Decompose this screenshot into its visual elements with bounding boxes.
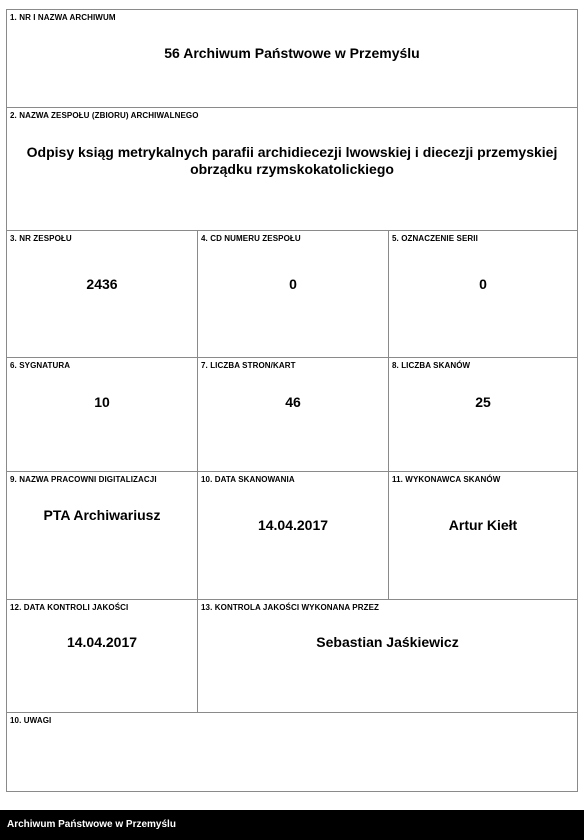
- archive-cell: [6, 9, 578, 108]
- qc-by-label: 13. KONTROLA JAKOŚCI WYKONANA PRZEZ: [201, 603, 380, 612]
- scan-date-label: 10. DATA SKANOWANIA: [201, 475, 295, 484]
- fonds-name-cell: [6, 107, 578, 231]
- qc-date-label: 12. DATA KONTROLI JAKOŚCI: [10, 603, 129, 612]
- fonds-name-line2: obrządku rzymskokatolickiego: [190, 161, 394, 177]
- footer-text: Archiwum Państwowe w Przemyślu: [7, 819, 176, 830]
- fonds-number-cell: [6, 230, 198, 358]
- fonds-number-cd-cell: [197, 230, 389, 358]
- pages-cell: [197, 357, 389, 472]
- pages-label: 7. LICZBA STRON/KART: [201, 361, 296, 370]
- fonds-number-cd-value: 0: [289, 276, 297, 292]
- signature-value: 10: [94, 394, 110, 410]
- fonds-number-label: 3. NR ZESPOŁU: [10, 234, 72, 243]
- signature-cell: [6, 357, 198, 472]
- scanner-label: 11. WYKONAWCA SKANÓW: [392, 475, 501, 484]
- qc-date-cell: [6, 599, 198, 713]
- scans-cell: [388, 357, 578, 472]
- footer-bar: [0, 810, 584, 840]
- digitization-lab-label: 9. NAZWA PRACOWNI DIGITALIZACJI: [10, 475, 157, 484]
- scans-label: 8. LICZBA SKANÓW: [392, 361, 471, 370]
- signature-label: 6. SYGNATURA: [10, 361, 71, 370]
- archive-label: 1. NR I NAZWA ARCHIWUM: [10, 13, 116, 22]
- qc-by-cell: [197, 599, 578, 713]
- remarks-cell: [6, 712, 578, 792]
- qc-date-value: 14.04.2017: [66, 634, 138, 650]
- scanner-value: Artur Kiełt: [448, 517, 518, 533]
- digitization-lab-cell: [6, 471, 198, 600]
- pages-value: 46: [285, 394, 301, 410]
- scans-value: 25: [475, 394, 491, 410]
- fonds-number-value: 2436: [86, 276, 118, 292]
- fonds-name-line1: Odpisy ksiąg metrykalnych parafii archidiecezji lwowskiej i diecezji przemyskiej: [26, 144, 558, 160]
- archive-value: 56 Archiwum Państwowe w Przemyślu: [164, 45, 420, 61]
- scanner-cell: [388, 471, 578, 600]
- remarks-label: 10. UWAGI: [10, 716, 52, 725]
- scan-date-value: 14.04.2017: [257, 517, 329, 533]
- series-value: 0: [479, 276, 487, 292]
- fonds-name-label: 2. NAZWA ZESPOŁU (ZBIORU) ARCHIWALNEGO: [10, 111, 199, 120]
- qc-by-value: Sebastian Jaśkiewicz: [316, 634, 459, 650]
- scan-date-cell: [197, 471, 389, 600]
- series-cell: [388, 230, 578, 358]
- fonds-number-cd-label: 4. CD NUMERU ZESPOŁU: [201, 234, 301, 243]
- digitization-lab-value: PTA Archiwariusz: [43, 507, 161, 523]
- series-label: 5. OZNACZENIE SERII: [392, 234, 478, 243]
